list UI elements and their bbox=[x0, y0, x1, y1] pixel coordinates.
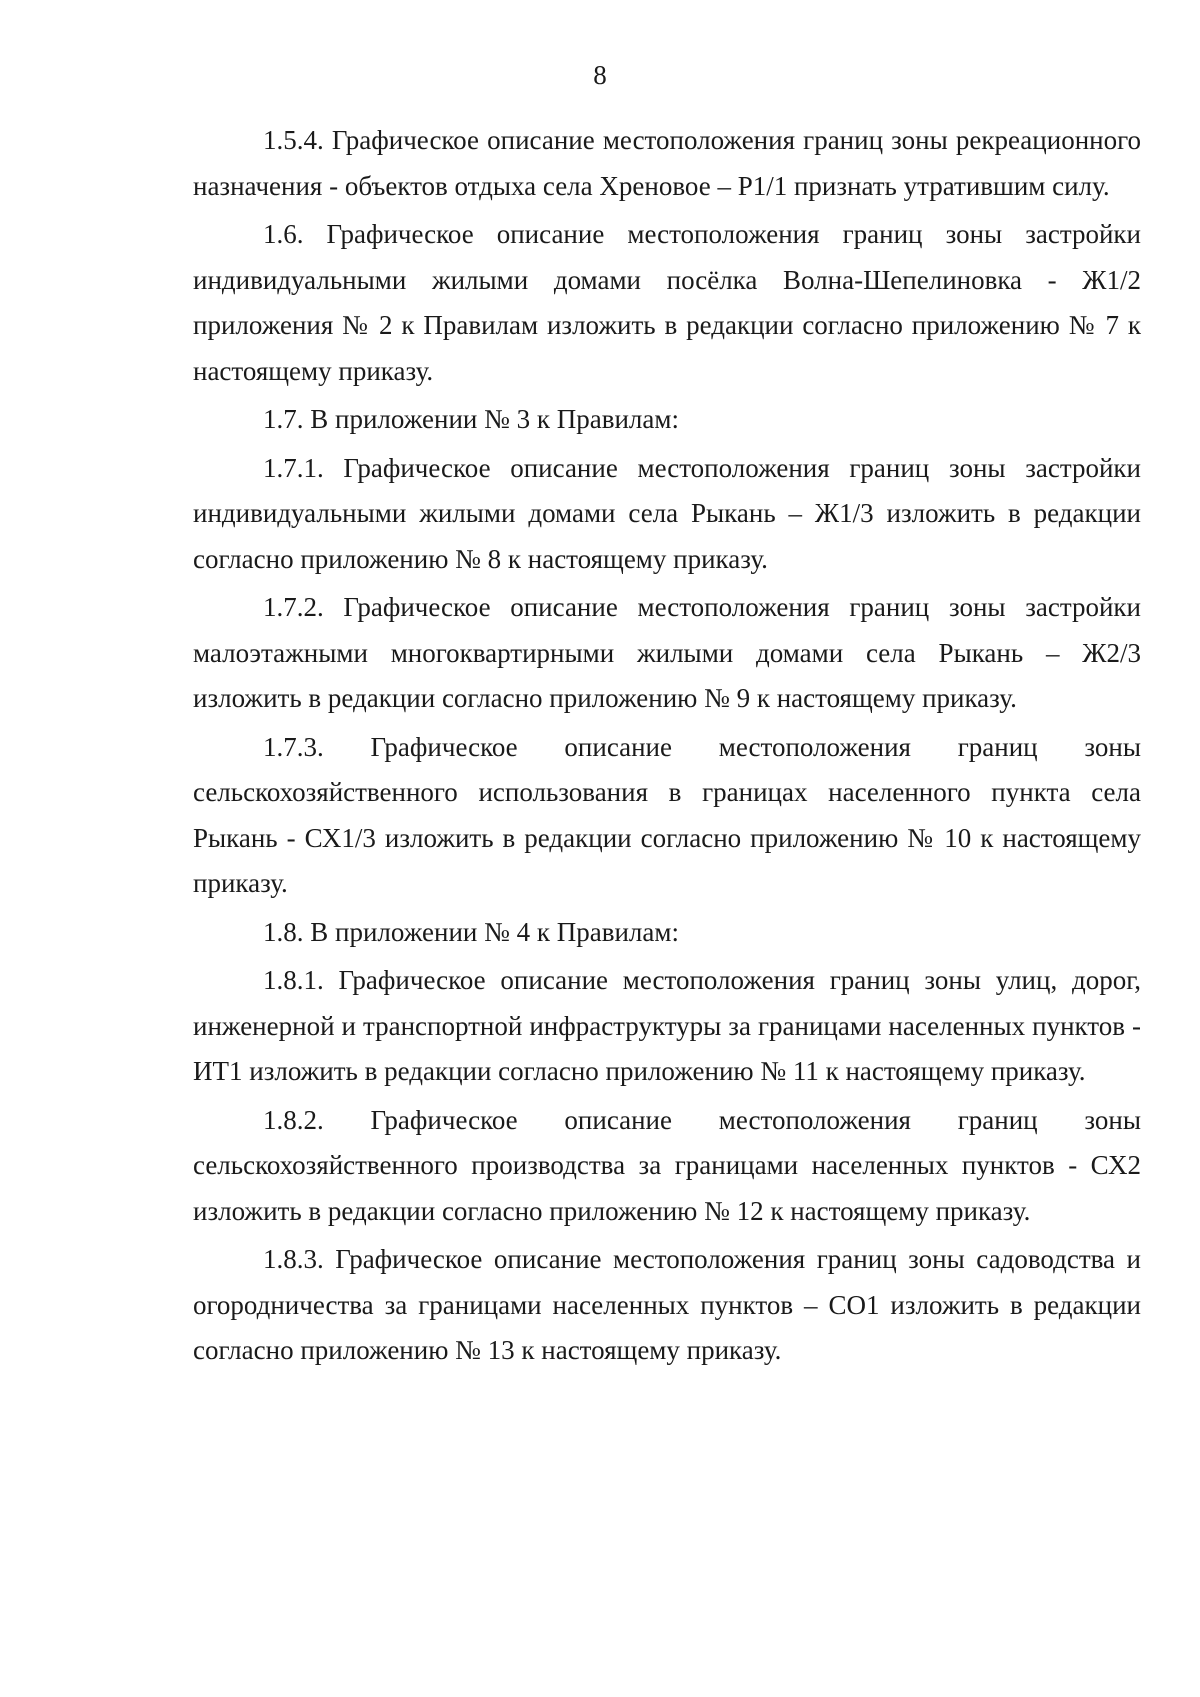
paragraph-1-8-1: 1.8.1. Графическое описание местоположения границ зоны улиц, дорог, инженерной и транспортной инфраструктуры за границами населенных пунктов - ИТ1 изложить в редакции согласно приложению № 11 к настоящему приказу. bbox=[193, 965, 1141, 1086]
paragraph-1-5-4: 1.5.4. Графическое описание местоположения границ зоны рекреационного назначения - объектов отдыха села Хреновое – Р1/1 признать утратившим силу. bbox=[193, 125, 1141, 201]
paragraph-1-7-2: 1.7.2. Графическое описание местоположения границ зоны застройки малоэтажными многоквартирными жилыми домами села Рыкань – Ж2/3 изложить в редакции согласно приложению № 9 к настоящему приказу. bbox=[193, 592, 1141, 713]
page-number: 8 bbox=[593, 60, 607, 90]
document-body bbox=[193, 118, 1141, 1377]
paragraph-1-8-2: 1.8.2. Графическое описание местоположения границ зоны сельскохозяйственного производства за границами населенных пунктов - СХ2 изложить в редакции согласно приложению № 12 к настоящему приказу. bbox=[193, 1104, 1141, 1226]
paragraph-1-7-1: 1.7.1. Графическое описание местоположения границ зоны застройки индивидуальными жилыми домами села Рыкань – Ж1/3 изложить в редакции согласно приложению № 8 к настоящему приказу. bbox=[193, 452, 1141, 574]
paragraph-1-6: 1.6. Графическое описание местоположения границ зоны застройки индивидуальными жилыми домами посёлка Волна-Шепелиновка - Ж1/2 приложения № 2 к Правилам изложить в редакции согласно приложению № 7 к настоящему приказу. bbox=[193, 219, 1141, 386]
paragraph-1-7: 1.7. В приложении № 3 к Правилам: bbox=[263, 404, 679, 434]
paragraph-1-7-3: 1.7.3. Графическое описание местоположения границ зоны сельскохозяйственного использования в границах населенного пункта села Рыкань - СХ1/3 изложить в редакции согласно приложению № 10 к настоящему приказу. bbox=[193, 731, 1141, 898]
paragraph-1-8-3: 1.8.3. Графическое описание местоположения границ зоны садоводства и огородничества за границами населенных пунктов – СО1 изложить в редакции согласно приложению № 13 к настоящему приказу. bbox=[193, 1244, 1141, 1365]
paragraph-1-8: 1.8. В приложении № 4 к Правилам: bbox=[263, 916, 679, 947]
